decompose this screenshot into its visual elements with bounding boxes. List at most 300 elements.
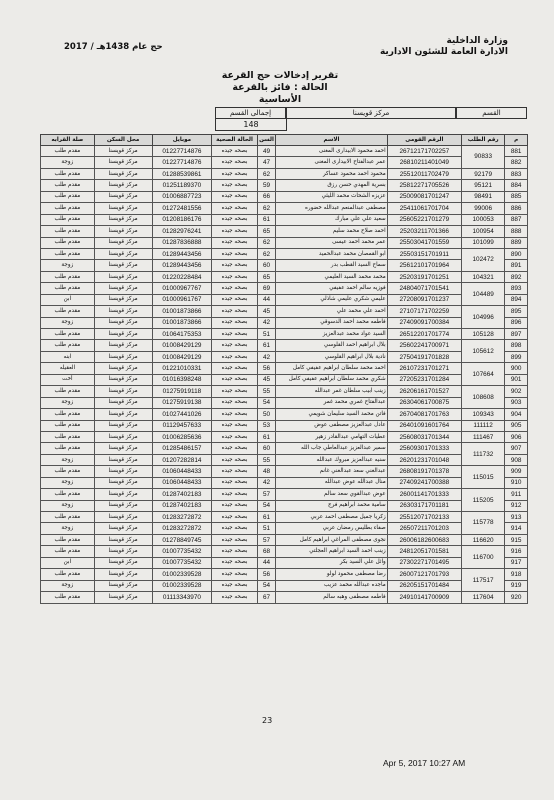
cell-rel: مقدم طلب	[41, 546, 95, 557]
cell-rel: مقدم طلب	[41, 168, 95, 179]
cell-n: 916	[505, 546, 528, 557]
cell-name: احمد محمود الابيدارى المغنى	[276, 146, 387, 157]
column-header: الرقم القومى	[387, 135, 461, 146]
cell-nid: 25602241700971	[387, 340, 461, 351]
cell-name: بسرية المهدي حسن رزق	[276, 180, 387, 191]
cell-mob: 01027441026	[152, 409, 212, 420]
print-date: Apr 5, 2017 10:27 AM	[383, 758, 466, 768]
cell-age: 54	[257, 500, 276, 511]
cell-n: 897	[505, 329, 528, 340]
table-row	[41, 557, 528, 568]
cell-mob: 01221010331	[152, 363, 212, 374]
cell-name: سماح السيد القطب بدر	[276, 260, 387, 271]
cell-name: السيد عواد محمد عبدالعزيز	[276, 329, 387, 340]
column-header: موبايل	[152, 135, 212, 146]
cell-mob: 01289443456	[152, 248, 212, 259]
table-row	[41, 580, 528, 591]
cell-nid: 27107171702259	[387, 306, 461, 317]
cell-nid: 26001141701333	[387, 489, 461, 500]
cell-health: بصحه جيده	[212, 454, 257, 465]
cell-age: 49	[257, 146, 276, 157]
cell-request-number: 100053	[461, 214, 504, 225]
cell-mob: 01002339528	[152, 569, 212, 580]
cell-n: 881	[505, 146, 528, 157]
cell-rel: زوجة	[41, 397, 95, 408]
cell-res: مركز قويسنا	[94, 363, 152, 374]
cell-health: بصحه جيده	[212, 363, 257, 374]
cell-mob: 01275919138	[152, 397, 212, 408]
cell-nid: 25503041701559	[387, 237, 461, 248]
cell-nid: 25812271705526	[387, 180, 461, 191]
cell-nid: 27504191701828	[387, 351, 461, 362]
cell-n: 918	[505, 569, 528, 580]
table-header-row	[41, 135, 528, 146]
cell-health: بصحه جيده	[212, 294, 257, 305]
cell-rel: مقدم طلب	[41, 226, 95, 237]
column-header: محل السكن	[94, 135, 152, 146]
cell-rel: زوجة	[41, 523, 95, 534]
cell-name: فاطمه مصطفى وهبه سالم	[276, 592, 387, 603]
cell-res: مركز قويسنا	[94, 294, 152, 305]
cell-nid: 25512071702133	[387, 512, 461, 523]
table-row	[41, 592, 528, 603]
report-title-block	[210, 70, 350, 106]
table-row	[41, 443, 528, 454]
cell-mob: 01060448433	[152, 466, 212, 477]
cell-rel: مقدم طلب	[41, 409, 95, 420]
cell-res: مركز قويسنا	[94, 523, 152, 534]
cell-age: 45	[257, 374, 276, 385]
cell-n: 899	[505, 351, 528, 362]
cell-rel: ابنه	[41, 351, 95, 362]
cell-res: مركز قويسنا	[94, 260, 152, 271]
table-row	[41, 146, 528, 157]
cell-health: بصحه جيده	[212, 317, 257, 328]
cell-nid: 26808191701378	[387, 466, 461, 477]
cell-nid: 26206161701527	[387, 386, 461, 397]
cell-nid: 26304061700875	[387, 397, 461, 408]
cell-rel: مقدم طلب	[41, 203, 95, 214]
cell-health: بصحه جيده	[212, 466, 257, 477]
table-row	[41, 569, 528, 580]
cell-name: عزيزه الشحات محمد الليثي	[276, 191, 387, 202]
cell-rel: مقدم طلب	[41, 431, 95, 442]
cell-age: 42	[257, 477, 276, 488]
cell-age: 53	[257, 420, 276, 431]
cell-request-number: 116700	[461, 546, 504, 569]
cell-rel: مقدم طلب	[41, 443, 95, 454]
cell-n: 900	[505, 363, 528, 374]
cell-nid: 26512201701774	[387, 329, 461, 340]
cell-n: 915	[505, 534, 528, 545]
cell-age: 48	[257, 466, 276, 477]
cell-nid: 27409241700388	[387, 477, 461, 488]
cell-request-number: 108608	[461, 386, 504, 409]
cell-mob: 01208186176	[152, 214, 212, 225]
cell-n: 909	[505, 466, 528, 477]
column-header: الحالة الصحية	[212, 135, 257, 146]
cell-age: 56	[257, 569, 276, 580]
cell-rel: العقيله	[41, 363, 95, 374]
cell-name: احمد محمد سلطان ابراهيم عفيفي كامل	[276, 363, 387, 374]
cell-res: مركز قويسنا	[94, 534, 152, 545]
table-row	[41, 237, 528, 248]
cell-age: 61	[257, 214, 276, 225]
cell-request-number: 99006	[461, 203, 504, 214]
cell-n: 893	[505, 283, 528, 294]
cell-nid: 26401091601764	[387, 420, 461, 431]
ministry-header	[380, 36, 508, 58]
cell-age: 62	[257, 203, 276, 214]
cell-health: بصحه جيده	[212, 534, 257, 545]
cell-n: 908	[505, 454, 528, 465]
cell-n: 891	[505, 260, 528, 271]
cell-health: بصحه جيده	[212, 443, 257, 454]
cell-request-number: 102472	[461, 248, 504, 271]
cell-health: بصحه جيده	[212, 283, 257, 294]
cell-nid: 25203191701251	[387, 271, 461, 282]
cell-mob: 01008429129	[152, 340, 212, 351]
cell-health: بصحه جيده	[212, 180, 257, 191]
cell-request-number: 98491	[461, 191, 504, 202]
cell-res: مركز قويسنا	[94, 374, 152, 385]
table-row	[41, 340, 528, 351]
cell-mob: 01207282814	[152, 454, 212, 465]
cell-health: بصحه جيده	[212, 431, 257, 442]
cell-res: مركز قويسنا	[94, 271, 152, 282]
cell-nid: 27208091701237	[387, 294, 461, 305]
cell-n: 902	[505, 386, 528, 397]
table-row	[41, 306, 528, 317]
cell-res: مركز قويسنا	[94, 351, 152, 362]
cell-nid: 25009081701247	[387, 191, 461, 202]
cell-request-number: 117517	[461, 569, 504, 592]
cell-health: بصحه جيده	[212, 557, 257, 568]
cell-name: ابو القمصان محمد عبدالحميد	[276, 248, 387, 259]
cell-n: 913	[505, 512, 528, 523]
cell-rel: زوجة	[41, 580, 95, 591]
cell-rel: زوجة	[41, 500, 95, 511]
cell-n: 912	[505, 500, 528, 511]
cell-n: 907	[505, 443, 528, 454]
cell-n: 895	[505, 306, 528, 317]
cell-n: 887	[505, 214, 528, 225]
cell-nid: 25612101701964	[387, 260, 461, 271]
table-row	[41, 317, 528, 328]
cell-mob: 01006285636	[152, 431, 212, 442]
cell-health: بصحه جيده	[212, 168, 257, 179]
cell-request-number: 115205	[461, 489, 504, 512]
cell-request-number: 116620	[461, 534, 504, 545]
cell-n: 889	[505, 237, 528, 248]
cell-res: مركز قويسنا	[94, 329, 152, 340]
cell-res: مركز قويسنا	[94, 168, 152, 179]
column-header: السن	[257, 135, 276, 146]
cell-health: بصحه جيده	[212, 340, 257, 351]
report-title: تقرير إدخالات حج القرعة	[221, 70, 339, 81]
cell-n: 890	[505, 248, 528, 259]
cell-res: مركز قويسنا	[94, 226, 152, 237]
cell-nid: 26007121701793	[387, 569, 461, 580]
cell-name: محمد محمد السيد العليمي	[276, 271, 387, 282]
table-row	[41, 191, 528, 202]
cell-health: بصحه جيده	[212, 512, 257, 523]
table-row	[41, 203, 528, 214]
cell-request-number: 104489	[461, 283, 504, 306]
cell-nid: 27205231701284	[387, 374, 461, 385]
cell-nid: 26006182600683	[387, 534, 461, 545]
cell-mob: 01272481556	[152, 203, 212, 214]
cell-n: 894	[505, 294, 528, 305]
cell-age: 54	[257, 397, 276, 408]
cell-rel: مقدم طلب	[41, 420, 95, 431]
cell-nid: 25512011702479	[387, 168, 461, 179]
cell-nid: 24910141700909	[387, 592, 461, 603]
cell-mob: 01008429129	[152, 351, 212, 362]
center-label: القسم	[456, 107, 527, 119]
cell-n: 920	[505, 592, 528, 603]
cell-health: بصحه جيده	[212, 409, 257, 420]
cell-health: بصحه جيده	[212, 523, 257, 534]
cell-mob: 01006887723	[152, 191, 212, 202]
cell-age: 61	[257, 512, 276, 523]
cell-n: 905	[505, 420, 528, 431]
cell-nid: 27302271701495	[387, 557, 461, 568]
cell-name: منال عبدالله عوض عبدالله	[276, 477, 387, 488]
table-row	[41, 271, 528, 282]
cell-nid: 26704081701763	[387, 409, 461, 420]
cell-request-number: 101099	[461, 237, 504, 248]
cell-health: بصحه جيده	[212, 420, 257, 431]
cell-mob: 01129457633	[152, 420, 212, 431]
cell-res: مركز قويسنا	[94, 214, 152, 225]
cell-res: مركز قويسنا	[94, 386, 152, 397]
hajj-year: حج عام 1438هـ / 2017	[64, 42, 163, 52]
table-row	[41, 534, 528, 545]
table-row	[41, 180, 528, 191]
cell-request-number: 115015	[461, 466, 504, 489]
cell-rel: مقدم طلب	[41, 271, 95, 282]
cell-mob: 01278849745	[152, 534, 212, 545]
cell-age: 56	[257, 363, 276, 374]
cell-age: 55	[257, 454, 276, 465]
cell-res: مركز قويسنا	[94, 557, 152, 568]
cell-n: 885	[505, 191, 528, 202]
cell-rel: زوجة	[41, 157, 95, 168]
cell-nid: 27409091700384	[387, 317, 461, 328]
cell-name: رضا مصطفى محمود لولو	[276, 569, 387, 580]
cell-mob: 01113343970	[152, 592, 212, 603]
table-row	[41, 374, 528, 385]
cell-rel: مقدم طلب	[41, 283, 95, 294]
cell-nid: 26205151701484	[387, 580, 461, 591]
cell-mob: 01007735432	[152, 546, 212, 557]
cell-age: 65	[257, 271, 276, 282]
cell-request-number: 105128	[461, 329, 504, 340]
cell-name: بلال ابراهيم احمد القلوسي	[276, 340, 387, 351]
cell-mob: 01060448433	[152, 477, 212, 488]
cell-request-number: 90833	[461, 146, 504, 169]
cell-name: عمر عبدالفتاح الابيدارى المغنى	[276, 157, 387, 168]
cell-age: 61	[257, 340, 276, 351]
cell-mob: 01288539861	[152, 168, 212, 179]
cell-request-number: 95121	[461, 180, 504, 191]
cell-res: مركز قويسنا	[94, 146, 152, 157]
cell-n: 904	[505, 409, 528, 420]
page-number: 23	[262, 716, 273, 725]
table-row	[41, 523, 528, 534]
cell-health: بصحه جيده	[212, 386, 257, 397]
cell-n: 884	[505, 180, 528, 191]
cell-n: 906	[505, 431, 528, 442]
cell-age: 60	[257, 260, 276, 271]
cell-nid: 24804071701541	[387, 283, 461, 294]
cell-res: مركز قويسنا	[94, 489, 152, 500]
table-row	[41, 294, 528, 305]
cell-n: 898	[505, 340, 528, 351]
cell-age: 62	[257, 237, 276, 248]
cell-nid: 26107231701271	[387, 363, 461, 374]
center-total-value: 148	[215, 119, 287, 131]
cell-rel: مقدم طلب	[41, 512, 95, 523]
cell-name: محمود احمد محمود عساكر	[276, 168, 387, 179]
cell-request-number: 115778	[461, 512, 504, 535]
table-row	[41, 168, 528, 179]
cell-mob: 01220228484	[152, 271, 212, 282]
table-row	[41, 283, 528, 294]
cell-request-number: 105612	[461, 340, 504, 363]
cell-rel: مقدم طلب	[41, 534, 95, 545]
cell-name: عوض عبدالقوي سعد سالم	[276, 489, 387, 500]
cell-health: بصحه جيده	[212, 374, 257, 385]
cell-name: زينب ابيب سلطان غمر عبدالله	[276, 386, 387, 397]
table-row	[41, 546, 528, 557]
table-row	[41, 329, 528, 340]
cell-mob: 01287402183	[152, 489, 212, 500]
cell-age: 68	[257, 546, 276, 557]
cell-rel: مقدم طلب	[41, 180, 95, 191]
cell-age: 62	[257, 168, 276, 179]
table-row	[41, 420, 528, 431]
cell-name: فاطمه محمد احمد الدسوقي	[276, 317, 387, 328]
cell-name: زكريا جميل مصطفى احمد عربي	[276, 512, 387, 523]
cell-nid: 25503151701911	[387, 248, 461, 259]
cell-request-number: 111732	[461, 443, 504, 466]
cell-health: بصحه جيده	[212, 351, 257, 362]
cell-name: احمد صلاح محمد سليم	[276, 226, 387, 237]
cell-age: 50	[257, 409, 276, 420]
cell-mob: 01001873866	[152, 317, 212, 328]
cell-rel: مقدم طلب	[41, 592, 95, 603]
cell-name: سمير عبدالعزيز عبدالعاطي جاب الله	[276, 443, 387, 454]
cell-n: 903	[505, 397, 528, 408]
cell-name: سامية محمد ابراهيم فرج	[276, 500, 387, 511]
cell-n: 882	[505, 157, 528, 168]
center-row	[215, 107, 527, 119]
cell-request-number: 104321	[461, 271, 504, 282]
cell-request-number: 100954	[461, 226, 504, 237]
cell-res: مركز قويسنا	[94, 512, 152, 523]
cell-request-number: 92179	[461, 168, 504, 179]
cell-health: بصحه جيده	[212, 592, 257, 603]
cell-request-number: 104996	[461, 306, 504, 329]
cell-rel: زوجة	[41, 454, 95, 465]
cell-age: 51	[257, 329, 276, 340]
cell-health: بصحه جيده	[212, 214, 257, 225]
cell-health: بصحه جيده	[212, 569, 257, 580]
cell-nid: 25605221701279	[387, 214, 461, 225]
cell-rel: مقدم طلب	[41, 191, 95, 202]
cell-rel: زوجة	[41, 477, 95, 488]
cell-age: 62	[257, 248, 276, 259]
cell-rel: زوجة	[41, 317, 95, 328]
cell-res: مركز قويسنا	[94, 580, 152, 591]
cell-rel: مقدم طلب	[41, 489, 95, 500]
cell-name: عادل عبدالعزيز مصطفى عوض	[276, 420, 387, 431]
cell-nid: 25203211701366	[387, 226, 461, 237]
cell-rel: مقدم طلب	[41, 329, 95, 340]
cell-name: نادية بلال ابراهيم القلوسي	[276, 351, 387, 362]
cell-name: صفاء بطليس رمضان عربي	[276, 523, 387, 534]
cell-mob: 01283272872	[152, 523, 212, 534]
cell-n: 888	[505, 226, 528, 237]
cell-health: بصحه جيده	[212, 146, 257, 157]
cell-age: 45	[257, 306, 276, 317]
cell-health: بصحه جيده	[212, 157, 257, 168]
cell-mob: 01287836888	[152, 237, 212, 248]
cell-n: 919	[505, 580, 528, 591]
cell-name: فوزيه سالم احمد عفيفي	[276, 283, 387, 294]
cell-mob: 01282976241	[152, 226, 212, 237]
cell-mob: 01287402183	[152, 500, 212, 511]
cell-health: بصحه جيده	[212, 329, 257, 340]
column-header: رقم الطلب	[461, 135, 504, 146]
cell-res: مركز قويسنا	[94, 237, 152, 248]
cell-res: مركز قويسنا	[94, 397, 152, 408]
cell-age: 61	[257, 431, 276, 442]
column-header: الاسم	[276, 135, 387, 146]
cell-name: عليمي شكري عليمي شاذلي	[276, 294, 387, 305]
cell-res: مركز قويسنا	[94, 340, 152, 351]
cell-nid: 24812051701581	[387, 546, 461, 557]
table-row	[41, 260, 528, 271]
cell-n: 910	[505, 477, 528, 488]
cell-nid: 25608031701344	[387, 431, 461, 442]
cell-health: بصحه جيده	[212, 191, 257, 202]
cell-age: 44	[257, 294, 276, 305]
table-row	[41, 351, 528, 362]
table-row	[41, 363, 528, 374]
cell-nid: 26507211701203	[387, 523, 461, 534]
column-header: صلة القرابه	[41, 135, 95, 146]
cell-res: مركز قويسنا	[94, 569, 152, 580]
cell-health: بصحه جيده	[212, 477, 257, 488]
cell-mob: 01001873866	[152, 306, 212, 317]
cell-health: بصحه جيده	[212, 226, 257, 237]
cell-rel: مقدم طلب	[41, 386, 95, 397]
cell-rel: مقدم طلب	[41, 466, 95, 477]
cell-res: مركز قويسنا	[94, 546, 152, 557]
cell-rel: ابن	[41, 294, 95, 305]
cell-mob: 01002339528	[152, 580, 212, 591]
cell-age: 55	[257, 386, 276, 397]
cell-mob: 01289443456	[152, 260, 212, 271]
cell-health: بصحه جيده	[212, 306, 257, 317]
cell-nid: 25609301701333	[387, 443, 461, 454]
cell-n: 886	[505, 203, 528, 214]
cell-mob: 01000967767	[152, 283, 212, 294]
cell-age: 47	[257, 157, 276, 168]
